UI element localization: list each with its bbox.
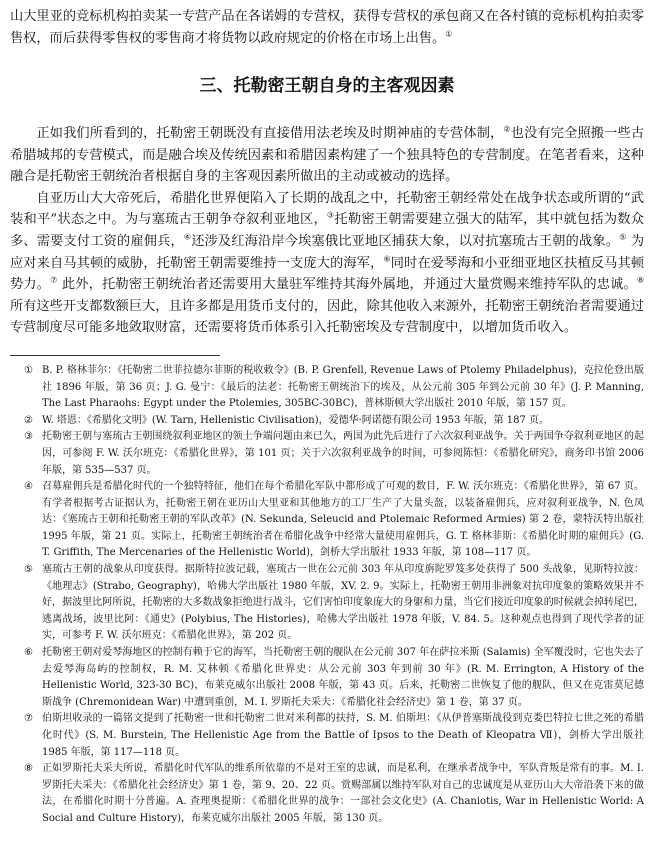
- paragraph-1-part-a: 正如我们所看到的，托勒密王朝既没有直接借用法老埃及时期神庙的专营体制，: [36, 126, 504, 141]
- paragraph-2: [10, 188, 644, 339]
- footnote-number: ⑧: [24, 763, 33, 775]
- footnotes: [10, 363, 644, 828]
- footnote-text: 塞琉古王朝的战象从印度获得。据斯特拉波记载，塞琉古一世在公元前 303 年从印度旃陀罗笈多处获得了 500 头战象，见斯特拉波：《地理志》(Strabo, Geography)，哈佛大学出版社 1980 年版，XV. 2. 9。实际上，托勒密王朝用非洲象对抗印度象的策略效果并不好，据波里比阿所说，托勒密的大多数战象拒绝进行战斗，它们害怕印度象庞大的身躯和力量，当它们接近印度象的时候就会掉转尾巴，逃离战场，波里比阿：《通史》(Polybius, The Histories)，哈佛大学出版社 1978 年版，V. 84. 5。这种观点也得到了现代学者的证实，可参考 F. W. 沃尔班克：《希腊化世界》，第 202 页。: [42, 564, 644, 642]
- footnote-number: ⑤: [24, 564, 33, 576]
- footnote-ref[interactable]: ⑤: [619, 232, 627, 242]
- top-paragraph: [10, 6, 644, 50]
- footnote-ref[interactable]: ⑦: [50, 275, 58, 285]
- paragraph-2-part-e: 同时在爱琴海和小亚细亚地区扶植反马其顿势力。: [10, 255, 645, 293]
- footnote-number: ③: [24, 431, 33, 443]
- footnote-ref[interactable]: ⑥: [383, 254, 391, 264]
- footnote-item: [10, 562, 644, 645]
- footnote-divider: [10, 355, 220, 356]
- section-heading: 三、托勒密王朝自身的主客观因素: [199, 76, 455, 96]
- footnote-text: 托勒密王朝与塞琉古王朝围绕叙利亚地区的领土争端问题由来已久，两国为此先后进行了六次叙利亚战争。关于两国争夺叙利亚地区的起因，可参阅 F. W. 沃尔班克：《希腊化世界》，第 101 页；关于六次叙利亚战争的时间，可参阅陈恒：《希腊化研究》，商务印书馆 2006 年版，第 535—537 页。: [42, 431, 644, 476]
- paragraph-2-part-c: 还涉及红海沿岸今埃塞俄比亚地区捕获大象，以对抗塞琉古王朝的战象。: [191, 233, 620, 249]
- footnote-ref[interactable]: ③: [326, 210, 335, 220]
- paragraph-2-part-g: 所有这些开支都数额巨大，且许多都是用货币支付的，因此，除其他收入来源外，托勒密王朝统治者需要通过专营制度尽可能多地敛取财富，还需要将货币体系引入托勒密埃及专营制度中，以增加货币收入。: [10, 298, 644, 336]
- footnote-item: [10, 711, 644, 761]
- footnote-text: B. P. 格林菲尔：《托勒密二世菲拉德尔菲斯的税收敕令》(B. P. Grenfell, Revenue Laws of Ptolemy Philadelphus)，克拉伦登出版社 1896 年版，第 36 页；J. G. 曼宁：《最后的法老：托勒密王朝统治下的埃及，从公元前 305 年到公元前 30 年》(J. P. Manning, The Last Pharaohs: Egypt under the Ptolemies, 305BC-30BC)，普林斯顿大学出版社 2010 年版，第 157 页。: [42, 364, 644, 410]
- paragraph-2-part-d: 为应对来自马其顿的威胁，托勒密王朝需要维持一支庞大的海军，: [10, 233, 645, 271]
- footnote-text: 托勒密王朝对爱琴海地区的控制有赖于它的海军，当托勒密王朝的舰队在公元前 307 年在萨拉米斯 (Salamis) 全军覆没时，它也失去了去爱琴海岛屿的控制权，R. M. 艾林顿《希腊化世界史：从公元前 303 年到前 30 年》(R. M. Errington, A History of the Hellenistic World, 323-30 BC)，布莱克威尔出版社 2008 年版，第 43 页。后来，托勒密二世恢复了他的舰队，但又在克雷莫尼德斯战争 (Chremonidean War) 中遭到重创，M. I. 罗斯托夫采夫：《希腊化社会经济史》第 1 卷，第 37 页。: [42, 647, 644, 708]
- footnote-number: ⑦: [24, 713, 33, 725]
- footnote-text: 召募雇佣兵是希腊化时代的一个独特特征，他们在每个希腊化军队中都形成了可观的数目，F. W. 沃尔班克：《希腊化世界》，第 67 页。有学者根据考古证据认为，托勒密王朝在亚历山大里亚和其他地方的工厂生产了大量头盔，以装备雇佣兵，应对叙利亚战争，N. 色凤达：《塞琉古王朝和托勒密王朝的军队改革》(N. Sekunda, Seleucid and Ptolemaic Reformed Armies) 第 2 卷，蒙特沃特出版社 1995 年版，第 21 页。实际上，托勒密王朝统治者在希腊化战争中经常大量使用雇佣兵，G. T. 格林菲斯：《希腊化时期的雇佣兵》(G. T. Griffith, The Mercenaries of the Hellenistic World)，剑桥大学出版社 1933 年版，第 108—117 页。: [42, 481, 644, 559]
- footnote-ref[interactable]: ⑧: [636, 275, 645, 285]
- paragraph-2-part-a: 自亚历山大大帝死后，希腊化世界便陷入了长期的战乱之中，托勒密王朝经常处在战争状态或所谓的“武装和平”状态之中。为与塞琉古王朝争夺叙利亚地区，: [10, 190, 644, 228]
- page: [0, 6, 656, 852]
- footnote-text: W. 塔恩：《希腊化文明》(W. Tarn, Hellenistic Civilisation)，爱德华·阿诺德有限公司 1953 年版，第 187 页。: [42, 414, 550, 426]
- footnote-item: [10, 479, 644, 562]
- footnote-text: 正如罗斯托夫采夫所说，希腊化时代军队的维系所依靠的不是对王室的忠诚，而是私利，在继承者战争中，军队背叛是常有的事。M. I. 罗斯托夫采夫：《希腊化社会经济史》第 1 卷，第 9、20、22 页。赏赐部属以维持军队对自己的忠诚度是从亚历山大大帝沿袭下来的做法，在希腊化时期十分普遍。A. 查理奥提斯：《希腊化世界的战争：一部社会文化史》(A. Chaniotis, War in Hellenistic World: A Social and Culture History)，布莱克威尔出版社 2005 年版，第 130 页。: [42, 763, 644, 824]
- footnote-number: ①: [24, 364, 33, 376]
- paragraph-1: [10, 123, 644, 188]
- footnote-item: [10, 413, 644, 430]
- footnote-item: [10, 761, 644, 827]
- footnote-item: [10, 363, 644, 413]
- body-text: [10, 123, 644, 339]
- top-paragraph-text: [10, 6, 644, 50]
- footnote-item: [10, 429, 644, 479]
- top-paragraph-body: 山大里亚的竞标机构拍卖某一专营产品在各诺姆的专营权，获得专营权的承包商又在各村镇的竞标机构拍卖零售权，而后获得零售权的零售商才将货物以政府规定的价格在市场上出售。: [10, 9, 644, 46]
- footnote-ref[interactable]: ④: [183, 232, 192, 242]
- footnote-ref[interactable]: ②: [503, 124, 511, 134]
- paragraph-1-part-b: 也没有完全照搬一些古希腊城邦的专营模式，而是融合埃及传统因素和希腊因素构建了一个独具特色的专营制度。在笔者看来，这种融合是托勒密王朝统治者根据自身的主客观因素所做出的主动或被动的选择。: [10, 126, 645, 185]
- footnote-ref[interactable]: ①: [445, 29, 453, 39]
- paragraph-2-part-b: 托勒密王朝需要建立强大的陆军，其中就包括为数众多、需要支付工资的雇佣兵，: [10, 212, 644, 249]
- footnote-number: ⑥: [24, 647, 33, 659]
- footnote-number: ④: [24, 481, 33, 493]
- footnote-number: ②: [24, 414, 33, 426]
- footnote-item: [10, 645, 644, 711]
- footnote-text: 伯斯坦收录的一篇铭文提到了托勒密一世和托勒密二世对米利都的扶持，S. M. 伯斯坦：《从伊普塞斯战役到克娄巴特拉七世之死的希腊化时代》(S. M. Burstein, The Hellenistic Age from the Battle of Ipsos to the Death of Kleopatra Ⅶ)，剑桥大学出版社 1985 年版，第 117—118 页。: [42, 713, 644, 758]
- paragraph-2-part-f: 此外，托勒密王朝统治者还需要用大量驻军维持其海外属地，并通过大量赏赐来维持军队的忠诚。: [61, 277, 637, 293]
